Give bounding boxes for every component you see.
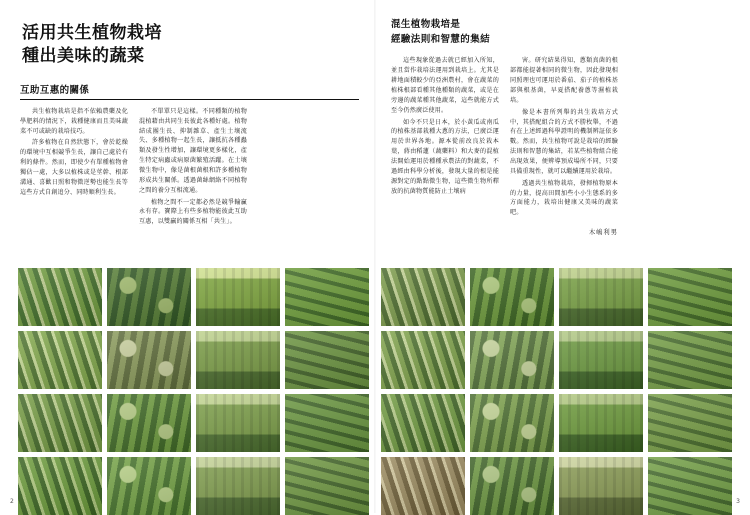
photo-shading [285,268,369,326]
photo-potato-rows [381,331,465,389]
right-text-columns [391,56,730,238]
photo-greenhouse-vines [107,268,191,326]
photo-vine-closeup [470,268,554,326]
photo-trellis-field [285,331,369,389]
photo-herb-patch [285,457,369,515]
photo-green-onion [18,457,102,515]
photo-shading [18,268,102,326]
right-column-2 [510,56,618,238]
right-heading-line2: 經驗法則和智慧的集結 [391,33,491,45]
photo-shading [196,331,280,389]
photo-seedling-tray [196,331,280,389]
photo-shading [107,457,191,515]
photo-mixed-bed [648,331,732,389]
page-title-line2: 種出美味的蔬菜 [22,45,145,66]
photo-long-rows [648,394,732,452]
paragraph: 像是本書所列舉的共生栽培方式中，其搭配組合的方式不勝枚舉，不過有在上述經過科學證明的機制辨証依多數。然而，共生植物可說是栽培的經驗法則和智慧的集結，若某些植物組合能出現效果，便辨導預成場所不同，只要具備重現性，就可以繼續運用於栽培。 [510,108,618,175]
left-photo-grid [18,268,369,515]
photo-shading [18,331,102,389]
photo-corn-field [648,268,732,326]
photo-field-sunflowers [196,268,280,326]
photo-open-field [648,457,732,515]
photo-shading [470,331,554,389]
photo-shading [648,268,732,326]
photo-leafy-greens [285,268,369,326]
photo-lettuce-rows [18,268,102,326]
photo-shading [648,457,732,515]
paragraph: 共生植物栽培是指不依賴農藥及化學肥料的情況下，栽種健康而且美味蔬菜不可或缺的栽培技巧。 [20,107,128,135]
paragraph: 許多植物在自然狀態下，會於乾燥的環境中互相競爭生長，讓自己處於有利的條件。然而，即使少有單種植物會獨佔一處，大多以植株或是莖幹、根部溝通、喜歡日照和物微逆勢也能生長等這些方式自創追分、同時順利生長。 [20,139,128,196]
right-photo-grid [381,268,732,515]
photo-shading [107,268,191,326]
paragraph: 如今不只是日本，於小黃瓜或南瓜的植株基部栽種大蔥的方法，已廣泛運用於世界各地。源本從前改良於栽本葉，蔣由稻蓮（蔬藥料）和大麥的混植法開始運用於種種承農法的對蔬菜，不過經由科學分析後，發現大量的根是能源對定的點點微生物，這些微生物所釋放的抗菌物質能防止土壤病 [391,118,499,195]
photo-greenhouse-interior [470,331,554,389]
photo-shading [196,457,280,515]
photo-bamboo-support [196,457,280,515]
photo-vegetable-patch [559,394,643,452]
left-section-heading: 互助互惠的關係 [20,82,359,100]
photo-shading [285,457,369,515]
photo-shading [107,331,191,389]
photo-shading [559,331,643,389]
photo-shading [196,268,280,326]
photo-tomato-stakes [559,331,643,389]
photo-netting-rows [196,394,280,452]
photo-shading [648,394,732,452]
paragraph: 不單單只是這樣。不同種類的植物混植藉由共同生長彼此各種好處。植物結成團生長、抑制雜草、產生土壤流失、多種植物一起生長，讓抵抗各種蟲類及發生性增加，讓環境更多樣化，產生特定病蟲或病原菌繁殖活躍。在土壤微生物中，像是菌根菌根和許多種植物形成共生關係。透過菌絲網絡不同植物之間的養分互相流通。 [139,107,247,194]
photo-shading [107,394,191,452]
photo-shading [559,457,643,515]
page-title [22,22,359,68]
left-column-2 [139,107,247,229]
photo-shading [381,331,465,389]
photo-shading [18,457,102,515]
photo-raised-bed [470,394,554,452]
photo-shading [648,331,732,389]
photo-shading [470,394,554,452]
photo-onion-bed [285,394,369,452]
photo-cabbage-row [18,331,102,389]
photo-shading [381,268,465,326]
left-column-1 [20,107,128,229]
author-byline: 木嶋利男 [588,229,618,237]
photo-sprout-lines [559,457,643,515]
right-heading-line1: 混生植物栽培是 [391,19,461,30]
spread-gutter [374,0,376,513]
left-page [0,0,375,513]
photo-shading [18,394,102,452]
photo-shading [470,268,554,326]
photo-tilled-soil [381,457,465,515]
left-text-columns [20,107,359,229]
paragraph: 植物之間不一定都必然是競爭輸贏永有存。寶際上有些多植物能彼此互助互惠，以雙贏的關係互相「共生」。 [139,198,247,226]
photo-shading [381,394,465,452]
photo-young-plants [559,268,643,326]
photo-shading [285,394,369,452]
left-page-number: 2 [10,498,14,505]
photo-mixed-crops [18,394,102,452]
photo-mulched-bed [107,331,191,389]
right-column-1 [391,56,499,238]
photo-shading [196,394,280,452]
photo-shading [381,457,465,515]
paragraph: 透過共生植物栽培，發揮植物原本的力量，提高田間加些小小生態系的多方面能力，栽培出健康又美味的蔬菜吧。 [510,179,618,217]
paragraph: 這些現象從過去就已經加入所知，並且當作栽培法運用到栽培上。尤其是耕地面積較少的亞洲農村，會在蔬菜的植株根部看種其他種類的蔬菜，或是在旁邊的蔬菜種其他蔬菜，這些就能方式至今仍然廣泛使用。 [391,57,499,114]
photo-ground-cover [381,394,465,452]
photo-tall-stalks [107,394,191,452]
page-title-line1: 活用共生植物栽培 [22,23,162,43]
right-section-heading [391,18,730,47]
photo-soil-rows [381,268,465,326]
right-page-number: 3 [736,498,740,505]
right-page [375,0,750,513]
photo-shading [285,331,369,389]
photo-shading [559,268,643,326]
photo-broad-leaves [107,457,191,515]
photo-shading [559,394,643,452]
photo-shading [470,457,554,515]
photo-shrub-row [470,457,554,515]
paragraph: 害。研究結果得知，蔥類真菌的根部都能提著相同的微生物，因此發現相同照理也可運用於番茄、茄子的植株基部與根基菌，早夏搭配養蔥等濕植栽培。 [510,57,618,104]
